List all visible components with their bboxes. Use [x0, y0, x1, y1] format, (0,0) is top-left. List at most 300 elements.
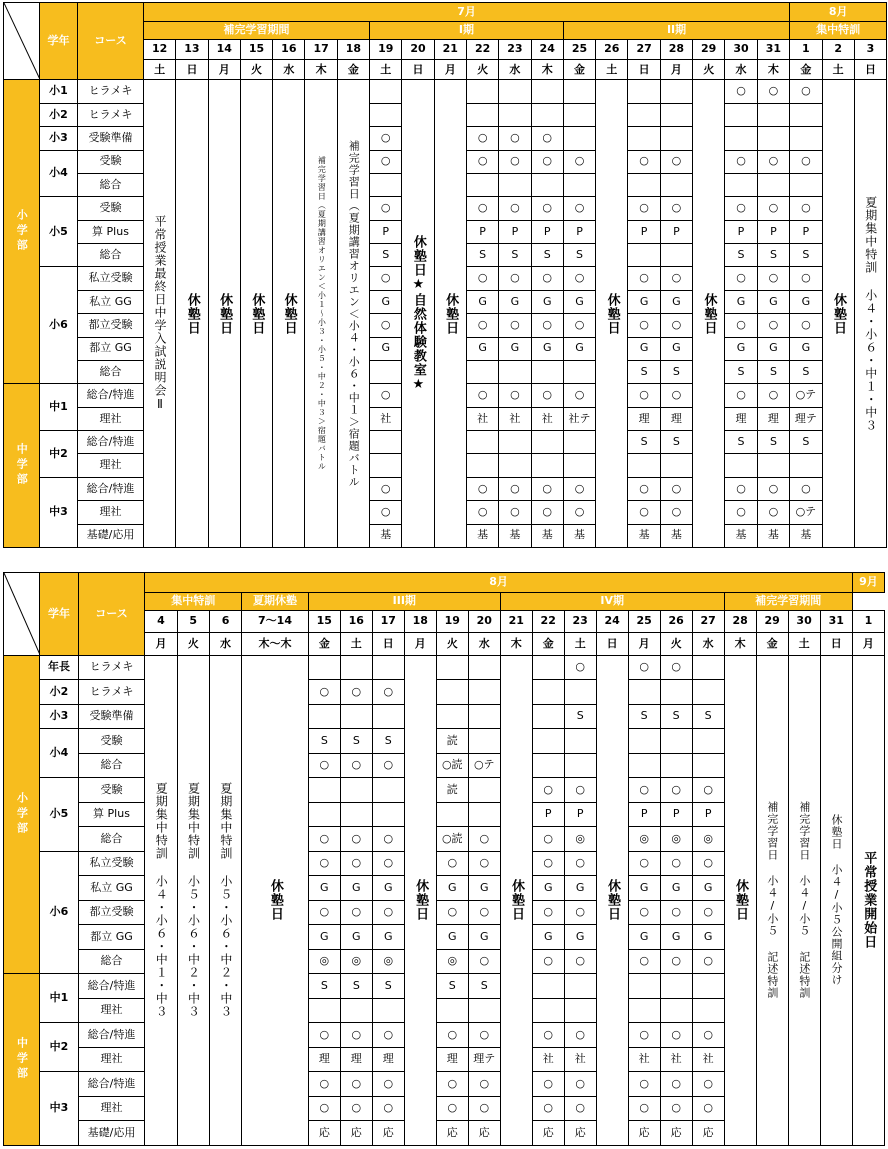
schedule-cell: P [660, 220, 692, 243]
schedule-cell: G [564, 876, 596, 901]
schedule-cell: G [308, 925, 340, 950]
schedule-cell: S [628, 704, 660, 729]
weekday-cell: 金 [563, 60, 595, 80]
schedule-cell [370, 103, 402, 126]
schedule-cell: 読 [436, 729, 468, 754]
schedule-cell: ○ [340, 1072, 372, 1097]
schedule-cell: ○ [340, 827, 372, 852]
schedule-cell [370, 173, 402, 196]
date-cell: 14 [208, 40, 240, 60]
schedule-cell [790, 127, 822, 150]
schedule-cell: ○ [532, 1072, 564, 1097]
schedule-cell: ○ [468, 949, 500, 974]
schedule-cell: S [660, 431, 692, 454]
schedule-cell [628, 680, 660, 705]
schedule-cell: P [531, 220, 563, 243]
span-d1-text: 平常授業開始日 [861, 851, 877, 950]
span-d17-text: 補完学習日（夏期講習オリエン＜小１～小３・小５・中２・中３＞宿題バトル [317, 156, 327, 472]
weekday-cell: 日 [628, 60, 660, 80]
schedule-cell: G [372, 876, 404, 901]
schedule-cell: ○ [499, 197, 531, 220]
schedule-cell [564, 974, 596, 999]
schedule-cell: G [340, 925, 372, 950]
corner-diagonal [4, 3, 40, 80]
weekday-cell: 木 [724, 633, 756, 656]
schedule-cell [372, 998, 404, 1023]
schedule-cell: G [628, 876, 660, 901]
schedule-cell [532, 974, 564, 999]
dept-elementary [4, 80, 40, 384]
schedule-cell: 応 [372, 1121, 404, 1146]
schedule-cell: S [790, 360, 822, 383]
schedule-cell: G [372, 925, 404, 950]
schedule-cell: ○ [340, 680, 372, 705]
schedule-cell: S [660, 704, 692, 729]
schedule-cell: ○ [564, 949, 596, 974]
schedule-cell: ○ [628, 949, 660, 974]
schedule-cell: S [660, 360, 692, 383]
schedule-cell: ○ [308, 1023, 340, 1048]
date-cell: 15 [240, 40, 272, 60]
schedule-cell: S [725, 431, 757, 454]
date-cell: 30 [788, 611, 820, 633]
span-d1 [852, 655, 884, 1145]
date-cell: 17 [305, 40, 337, 60]
schedule-cell: ○ [628, 1023, 660, 1048]
schedule-cell [692, 729, 724, 754]
schedule-cell: G [499, 337, 531, 360]
schedule-cell: ○テ [790, 501, 822, 524]
schedule-cell [692, 998, 724, 1023]
schedule-cell [563, 431, 595, 454]
schedule-cell: ○ [725, 384, 757, 407]
weekday-cell: 金 [532, 633, 564, 656]
weekday-cell: 土 [564, 633, 596, 656]
schedule-cell: G [660, 337, 692, 360]
schedule-cell: ◎ [340, 949, 372, 974]
grade-label: 小6 [40, 267, 78, 384]
date-cell: 28 [660, 40, 692, 60]
schedule-cell [372, 704, 404, 729]
schedule-cell: ○ [628, 851, 660, 876]
course-label: 私立受験 [78, 851, 145, 876]
span-closed [434, 80, 466, 548]
schedule-cell: 読 [436, 778, 468, 803]
schedule-cell: P [466, 220, 498, 243]
course-label: 総合/特進 [78, 1023, 145, 1048]
span-closed [500, 655, 532, 1145]
weekday-cell: 木 [531, 60, 563, 80]
weekday-cell: 日 [372, 633, 404, 656]
schedule-cell: ○ [725, 150, 757, 173]
schedule-cell: 理 [628, 407, 660, 430]
schedule-cell: P [757, 220, 790, 243]
schedule-cell: ○ [757, 197, 790, 220]
schedule-cell [370, 454, 402, 477]
schedule-cell: ◎ [308, 949, 340, 974]
schedule-cell [660, 729, 692, 754]
schedule-cell: ○ [660, 1096, 692, 1121]
schedule-cell [340, 998, 372, 1023]
span-closed-text: 休塾日 [701, 292, 717, 335]
schedule-cell: ○ [340, 900, 372, 925]
schedule-cell [660, 998, 692, 1023]
schedule-cell: ○ [370, 267, 402, 290]
schedule-cell: 理テ [468, 1047, 500, 1072]
schedule-cell: ○ [372, 1072, 404, 1097]
schedule-cell: G [532, 876, 564, 901]
schedule-cell [628, 753, 660, 778]
schedule-cell [468, 680, 500, 705]
schedule-cell: ○ [499, 314, 531, 337]
schedule-cell: ○ [725, 267, 757, 290]
weekday-cell: 月 [660, 60, 692, 80]
schedule-cell: ○ [790, 314, 822, 337]
schedule-cell [660, 753, 692, 778]
span-d30 [788, 655, 820, 1145]
schedule-cell: 社 [499, 407, 531, 430]
schedule-cell: ○ [466, 477, 498, 500]
schedule-cell: ○ [692, 949, 724, 974]
schedule-cell: ○ [563, 384, 595, 407]
schedule-cell [531, 80, 563, 103]
schedule-cell: S [340, 974, 372, 999]
schedule-cell: G [436, 876, 468, 901]
schedule-cell [468, 655, 500, 680]
date-cell: 29 [756, 611, 788, 633]
schedule-cell [531, 431, 563, 454]
period-header: IV期 [500, 592, 724, 611]
schedule-cell: ○ [308, 851, 340, 876]
schedule-cell: ○ [757, 314, 790, 337]
grade-label: 小3 [40, 127, 78, 150]
course-label: 総合/特進 [78, 384, 144, 407]
dept-junior [4, 974, 40, 1146]
schedule-cell: ○ [499, 477, 531, 500]
weekday-cell: 火 [693, 60, 725, 80]
weekday-cell: 水 [499, 60, 531, 80]
date-cell: 16 [273, 40, 305, 60]
month-header: 7月 [144, 3, 790, 22]
schedule-cell: ○ [370, 501, 402, 524]
date-cell: 3 [854, 40, 886, 60]
schedule-cell [340, 655, 372, 680]
schedule-cell: ○ [628, 1096, 660, 1121]
schedule-cell: ◎ [692, 827, 724, 852]
schedule-cell: G [563, 290, 595, 313]
schedule-cell [531, 103, 563, 126]
schedule-cell: ○ [692, 1072, 724, 1097]
course-label: 算 Plus [78, 802, 145, 827]
schedule-cell [725, 173, 757, 196]
course-label: ヒラメキ [78, 103, 144, 126]
schedule-cell: ○ [308, 680, 340, 705]
dept-junior-text: 中学部 [15, 443, 29, 489]
weekday-cell: 金 [790, 60, 822, 80]
schedule-table-august [3, 572, 885, 1146]
schedule-cell [563, 127, 595, 150]
schedule-cell: ○ [436, 900, 468, 925]
schedule-cell: G [660, 925, 692, 950]
schedule-cell [790, 103, 822, 126]
schedule-cell: ○ [468, 1023, 500, 1048]
schedule-cell: ○ [628, 314, 660, 337]
date-cell: 20 [402, 40, 434, 60]
grade-label: 中3 [40, 1072, 78, 1146]
schedule-cell: 理 [340, 1047, 372, 1072]
schedule-cell [628, 974, 660, 999]
schedule-cell [468, 802, 500, 827]
span-d5-text: 夏期集中特訓 小５・小６・中２・中３ [186, 782, 201, 1019]
schedule-cell: ○ [436, 851, 468, 876]
schedule-cell: ○ [563, 267, 595, 290]
period-header: III期 [308, 592, 500, 611]
weekday-cell: 水 [468, 633, 500, 656]
schedule-cell: S [372, 729, 404, 754]
schedule-cell: ○ [628, 150, 660, 173]
span-closed [404, 655, 436, 1145]
span-d28 [724, 655, 756, 1145]
course-label: 理社 [78, 501, 144, 524]
span-closed-text: 休塾日 [604, 292, 620, 335]
schedule-cell [564, 998, 596, 1023]
schedule-cell: ◎ [436, 949, 468, 974]
schedule-cell [340, 778, 372, 803]
schedule-cell: G [436, 925, 468, 950]
schedule-cell: P [370, 220, 402, 243]
schedule-cell [628, 173, 660, 196]
schedule-cell [499, 431, 531, 454]
grade-label: 小1 [40, 80, 78, 103]
schedule-cell: S [308, 729, 340, 754]
schedule-cell [564, 680, 596, 705]
weekday-cell: 木～木 [242, 633, 309, 656]
weekday-cell: 日 [402, 60, 434, 80]
schedule-cell: ○ [790, 197, 822, 220]
weekday-cell: 水 [692, 633, 724, 656]
schedule-cell [372, 655, 404, 680]
schedule-cell: G [757, 337, 790, 360]
schedule-cell [308, 802, 340, 827]
grade-label: 中2 [40, 1023, 78, 1072]
schedule-cell: ○ [692, 778, 724, 803]
schedule-cell: ○テ [790, 384, 822, 407]
schedule-cell: ○ [660, 314, 692, 337]
schedule-cell: P [692, 802, 724, 827]
schedule-cell [563, 103, 595, 126]
date-cell: 17 [372, 611, 404, 633]
date-cell: 20 [468, 611, 500, 633]
date-cell: 16 [340, 611, 372, 633]
schedule-cell [436, 655, 468, 680]
schedule-cell [466, 80, 498, 103]
schedule-cell: ○ [532, 851, 564, 876]
period-header: 補完学習期間 [144, 22, 370, 40]
schedule-cell: ◎ [660, 827, 692, 852]
schedule-cell: ○ [372, 1096, 404, 1121]
date-cell: 19 [436, 611, 468, 633]
weekday-cell: 水 [273, 60, 305, 80]
schedule-cell [308, 704, 340, 729]
schedule-cell: ○ [628, 477, 660, 500]
schedule-cell [499, 173, 531, 196]
schedule-cell: ○ [532, 778, 564, 803]
schedule-cell: ○ [466, 150, 498, 173]
weekday-cell: 土 [788, 633, 820, 656]
grade-label: 中1 [40, 384, 78, 431]
weekday-cell: 金 [308, 633, 340, 656]
schedule-cell: ○ [563, 501, 595, 524]
course-label: 総合/特進 [78, 431, 144, 454]
span-closed [596, 655, 628, 1145]
schedule-cell: S [308, 974, 340, 999]
schedule-cell: ○ [660, 949, 692, 974]
schedule-cell: 応 [660, 1121, 692, 1146]
weekday-cell: 土 [144, 60, 176, 80]
schedule-cell: ○ [532, 827, 564, 852]
span-d3-text: 夏期集中特訓 小４・小６・中１・中３ [863, 195, 878, 432]
schedule-cell: ○ [531, 127, 563, 150]
schedule-cell: ○ [436, 1096, 468, 1121]
span-d12 [144, 80, 176, 548]
span-closed-text: 休塾日 [605, 879, 620, 922]
schedule-cell [660, 103, 692, 126]
course-label: 私立 GG [78, 876, 145, 901]
schedule-cell: ○ [628, 267, 660, 290]
schedule-cell: P [790, 220, 822, 243]
schedule-cell [628, 454, 660, 477]
date-cell: 15 [308, 611, 340, 633]
schedule-cell [564, 729, 596, 754]
schedule-cell: S [466, 244, 498, 267]
schedule-cell: G [790, 337, 822, 360]
schedule-cell: ○ [466, 197, 498, 220]
schedule-cell: G [628, 925, 660, 950]
schedule-cell: ○ [725, 80, 757, 103]
schedule-cell: ○ [436, 1023, 468, 1048]
schedule-cell: ○ [628, 900, 660, 925]
schedule-cell: ○ [790, 477, 822, 500]
schedule-cell: 基 [725, 524, 757, 547]
schedule-cell [628, 103, 660, 126]
weekday-cell: 火 [660, 633, 692, 656]
weekday-cell: 月 [852, 633, 884, 656]
schedule-cell: ○ [531, 314, 563, 337]
schedule-cell [436, 704, 468, 729]
schedule-cell [532, 680, 564, 705]
schedule-cell: G [790, 290, 822, 313]
schedule-cell [436, 680, 468, 705]
span-closed-text: 休塾日 [413, 879, 429, 922]
schedule-cell: ○ [563, 477, 595, 500]
schedule-cell: 社 [660, 1047, 692, 1072]
schedule-cell: 理 [757, 407, 790, 430]
span-d31-text: 休塾日 小４/小５公開組分け [829, 814, 843, 987]
schedule-cell: ○ [308, 900, 340, 925]
schedule-cell: 基 [499, 524, 531, 547]
span-d17 [305, 80, 337, 548]
schedule-cell: ○ [372, 851, 404, 876]
span-closed-text: 休塾日 [830, 292, 846, 335]
schedule-cell: 応 [532, 1121, 564, 1146]
weekday-cell: 木 [757, 60, 790, 80]
weekday-cell: 土 [370, 60, 402, 80]
schedule-cell: ○ [564, 851, 596, 876]
schedule-cell [628, 127, 660, 150]
schedule-cell: ◎ [564, 827, 596, 852]
schedule-cell: ○ [308, 1072, 340, 1097]
schedule-cell: ○ [628, 197, 660, 220]
schedule-cell [532, 729, 564, 754]
date-cell: 31 [820, 611, 852, 633]
schedule-cell: ○ [372, 900, 404, 925]
course-label: 総合/特進 [78, 477, 144, 500]
schedule-cell: ○ [564, 1096, 596, 1121]
month-header: 8月 [145, 573, 853, 593]
course-label: 理社 [78, 407, 144, 430]
schedule-cell [660, 80, 692, 103]
course-label: 理社 [78, 454, 144, 477]
schedule-cell: ○ [564, 900, 596, 925]
schedule-cell: 社テ [563, 407, 595, 430]
schedule-cell: ○ [532, 1096, 564, 1121]
schedule-cell: 基 [531, 524, 563, 547]
schedule-cell: S [340, 729, 372, 754]
schedule-cell: ○ [370, 127, 402, 150]
schedule-cell: G [340, 876, 372, 901]
schedule-cell [532, 998, 564, 1023]
schedule-cell: ○ [532, 1023, 564, 1048]
schedule-cell: ○ [466, 127, 498, 150]
schedule-cell [468, 778, 500, 803]
schedule-cell: 応 [692, 1121, 724, 1146]
span-d20 [402, 80, 434, 548]
span-d6-text: 夏期集中特訓 小５・小６・中２・中３ [218, 782, 233, 1019]
schedule-cell: 基 [628, 524, 660, 547]
schedule-cell: ○ [564, 1072, 596, 1097]
schedule-cell: S [370, 244, 402, 267]
schedule-cell: ○ [340, 1023, 372, 1048]
schedule-cell: P [563, 220, 595, 243]
schedule-cell: ○ [757, 80, 790, 103]
schedule-cell [532, 655, 564, 680]
schedule-cell [372, 778, 404, 803]
schedule-cell: S [757, 244, 790, 267]
schedule-cell: ○ [628, 501, 660, 524]
schedule-cell: G [531, 290, 563, 313]
schedule-cell: S [531, 244, 563, 267]
schedule-cell: ○ [563, 150, 595, 173]
schedule-cell: ○ [660, 267, 692, 290]
schedule-cell: ○読 [436, 827, 468, 852]
period-header: 集中特訓 [790, 22, 887, 40]
schedule-cell: S [628, 431, 660, 454]
course-label: 算 Plus [78, 220, 144, 243]
schedule-cell: ○ [725, 477, 757, 500]
schedule-cell [660, 244, 692, 267]
schedule-cell: P [628, 802, 660, 827]
schedule-cell: G [660, 876, 692, 901]
schedule-cell: 応 [340, 1121, 372, 1146]
course-label: 総合 [78, 827, 145, 852]
schedule-cell [790, 173, 822, 196]
course-label: 都立受験 [78, 314, 144, 337]
schedule-cell: S [468, 974, 500, 999]
schedule-cell: ○ [790, 267, 822, 290]
schedule-cell: ○ [531, 477, 563, 500]
schedule-cell: 応 [628, 1121, 660, 1146]
schedule-cell [499, 103, 531, 126]
